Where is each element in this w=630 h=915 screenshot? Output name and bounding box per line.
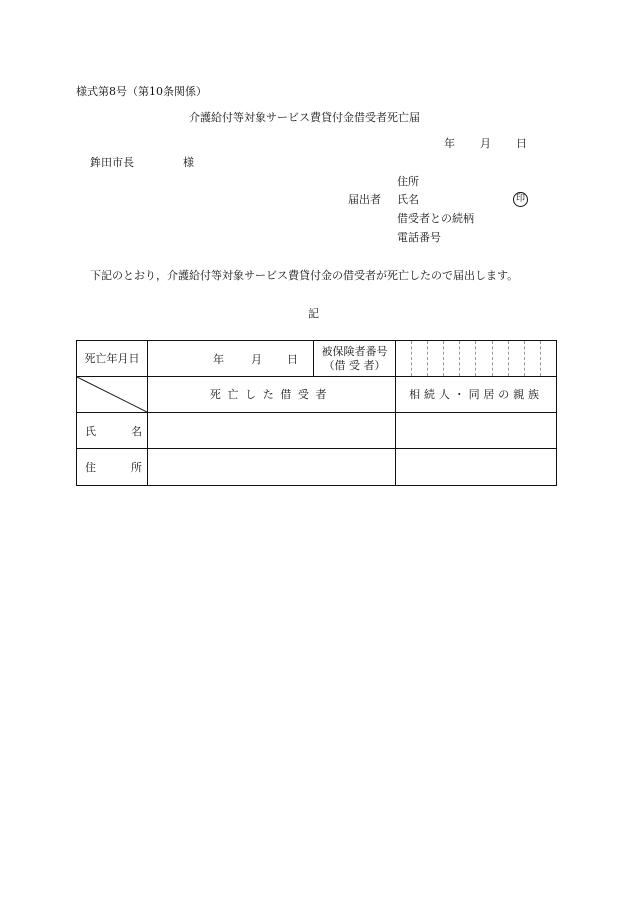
body-text: 下記のとおり，介護給付等対象サービス費貸付金の借受者が死亡したので届出します。 <box>90 269 519 282</box>
heir-address-field[interactable] <box>396 449 557 486</box>
name-row-label <box>77 413 148 449</box>
applicant-phone-label: 電話番号 <box>397 231 441 244</box>
applicant-relation-label: 借受者との続柄 <box>397 212 474 225</box>
deceased-address-field[interactable] <box>148 449 396 486</box>
addressee-name: 鉾田市長 <box>90 156 134 169</box>
date-year-label: 年 <box>444 137 455 150</box>
deceased-borrower-header: 死亡した借受者 <box>148 377 396 413</box>
form-number: 様式第8号（第10条関係） <box>76 85 207 98</box>
applicant-name-label: 氏名 <box>397 193 419 206</box>
address-row-label-b: 所 <box>131 461 142 474</box>
date-month-label: 月 <box>480 137 491 150</box>
date-day-label: 日 <box>516 137 527 150</box>
applicant-role-label: 届出者 <box>348 193 381 206</box>
death-date-month: 月 <box>251 353 262 366</box>
address-row-label-a: 住 <box>85 461 96 474</box>
address-row-label <box>77 449 148 486</box>
death-date-field[interactable] <box>148 341 314 377</box>
insured-number-label-line2: （借 受 者） <box>323 358 386 372</box>
death-date-year: 年 <box>213 353 224 366</box>
document-title: 介護給付等対象サービス費貸付金借受者死亡届 <box>189 111 420 124</box>
death-date-day: 日 <box>287 353 298 366</box>
death-report-table <box>76 340 557 486</box>
name-row-label-b: 名 <box>131 425 142 438</box>
name-row-label-a: 氏 <box>85 425 96 438</box>
addressee-honorific: 様 <box>183 156 194 169</box>
heir-header: 相続人・同居の親族 <box>396 377 557 413</box>
insured-number-label <box>314 341 396 377</box>
insured-number-label-line1: 被保険者番号 <box>321 345 388 359</box>
header-diagonal-cell <box>77 377 148 413</box>
deceased-name-field[interactable] <box>148 413 396 449</box>
applicant-address-label: 住所 <box>397 175 419 188</box>
heir-name-field[interactable] <box>396 413 557 449</box>
seal-mark: 印 <box>513 192 528 207</box>
ki-heading: 記 <box>308 307 319 320</box>
insured-number-field[interactable] <box>396 341 557 377</box>
death-date-label: 死亡年月日 <box>77 341 148 377</box>
